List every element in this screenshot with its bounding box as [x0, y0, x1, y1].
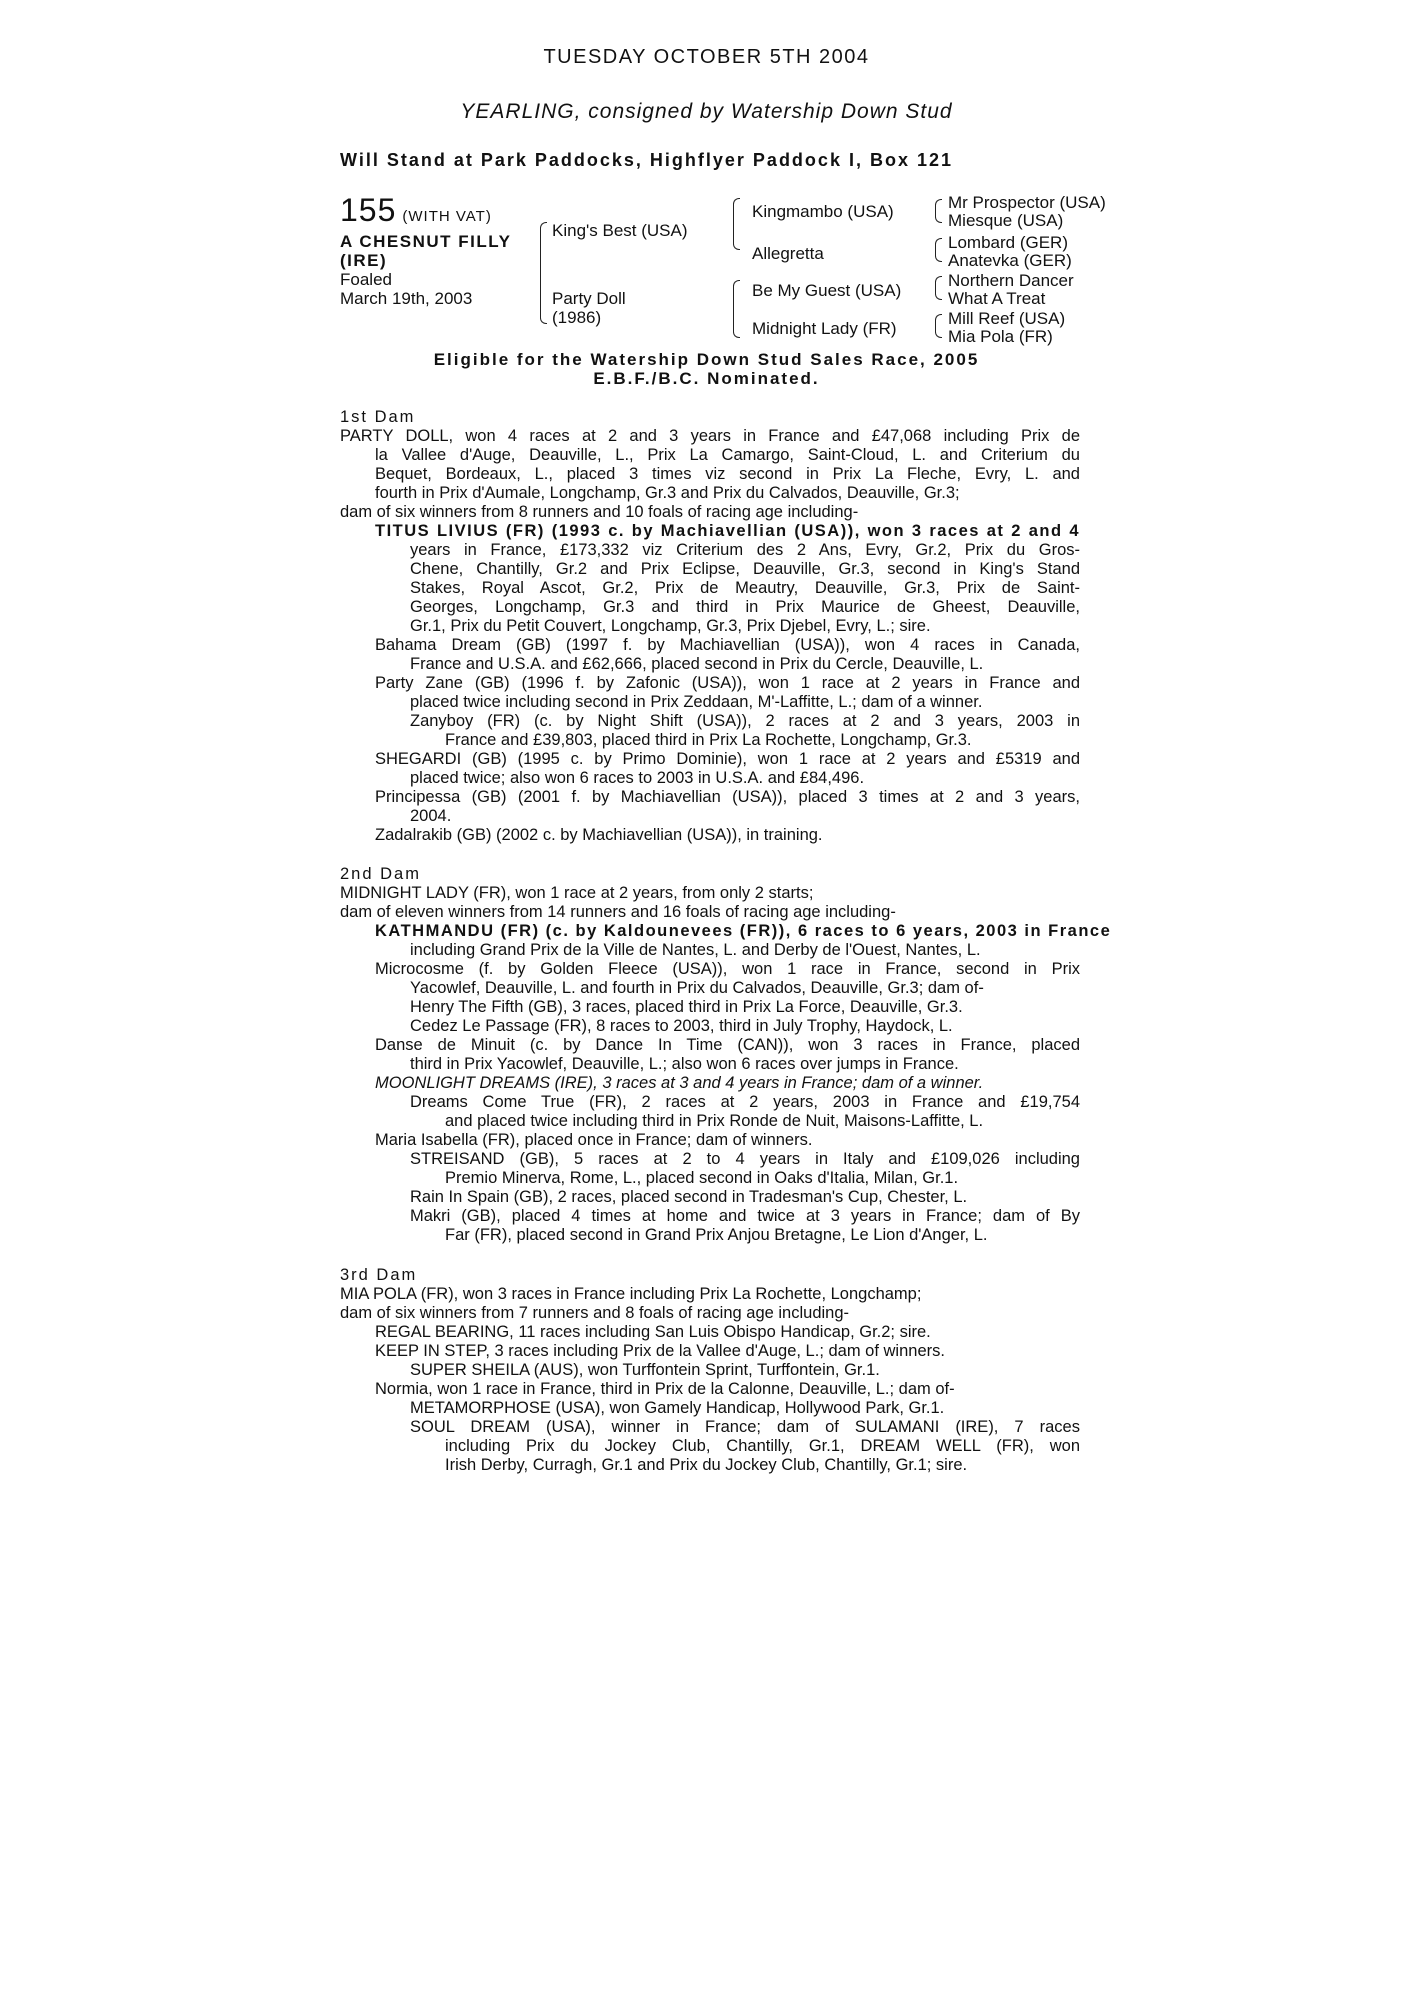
ggp-name: What A Treat: [948, 289, 1046, 308]
pedigree-text-line: Danse de Minuit (c. by Dance In Time (CAN)), won 3 races in France, placed: [375, 1036, 1080, 1054]
pedigree-text-line: MIDNIGHT LADY (FR), won 1 race at 2 years, from only 2 starts;: [340, 884, 814, 902]
lot-description-line: A CHESNUT FILLY: [340, 232, 512, 251]
pedigree-text-line: KATHMANDU (FR) (c. by Kaldounevees (FR)), 6 races to 6 years, 2003 in France: [375, 922, 1112, 940]
pedigree-text-line: Bequet, Bordeaux, L., placed 3 times viz second in Prix La Fleche, Evry, L. and: [375, 465, 1080, 483]
location-line: Will Stand at Park Paddocks, Highflyer Paddock I, Box 121: [340, 150, 953, 170]
pedigree-text-line: Makri (GB), placed 4 times at home and twice at 3 years in France; dam of By: [410, 1207, 1080, 1225]
ggp-name: Mr Prospector (USA): [948, 193, 1106, 212]
pedigree-text-line: 2004.: [410, 807, 452, 825]
pedigree-text-line: Chene, Chantilly, Gr.2 and Prix Eclipse, Deauville, Gr.3, second in King's Stand: [410, 560, 1080, 578]
pedigree-text-line: dam of eleven winners from 14 runners and 16 foals of racing age including-: [340, 903, 896, 921]
pedigree-text-line: Henry The Fifth (GB), 3 races, placed third in Prix La Force, Deauville, Gr.3.: [410, 998, 963, 1016]
pedigree-text-line: dam of six winners from 7 runners and 8 foals of racing age including-: [340, 1304, 850, 1322]
pedigree-brace: [935, 314, 942, 338]
pedigree-text-line: Microcosme (f. by Golden Fleece (USA)), won 1 race in France, second in Prix: [375, 960, 1080, 978]
foaled-date: March 19th, 2003: [340, 289, 473, 308]
second-dam-section: [340, 865, 1112, 1245]
pedigree-text-line: Party Zane (GB) (1996 f. by Zafonic (USA)), won 1 race at 2 years in France and: [375, 674, 1080, 692]
sire-name: King's Best (USA): [552, 221, 688, 240]
lot-description-line: (IRE): [340, 251, 388, 270]
dam-sire-name: Be My Guest (USA): [752, 281, 902, 300]
pedigree-text-line: fourth in Prix d'Aumale, Longchamp, Gr.3 and Prix du Calvados, Deauville, Gr.3;: [375, 484, 960, 502]
pedigree-text-line: Rain In Spain (GB), 2 races, placed second in Tradesman's Cup, Chester, L.: [410, 1188, 968, 1206]
pedigree-text-line: la Vallee d'Auge, Deauville, L., Prix La Camargo, Saint-Cloud, L. and Criterium du: [375, 446, 1080, 464]
ggp-name: Anatevka (GER): [948, 251, 1072, 270]
pedigree-text-line: SUPER SHEILA (AUS), won Turffontein Sprint, Turffontein, Gr.1.: [410, 1361, 880, 1379]
pedigree-text-line: Gr.1, Prix du Petit Couvert, Longchamp, Gr.3, Prix Djebel, Evry, L.; sire.: [410, 617, 931, 635]
pedigree-text-line: France and U.S.A. and £62,666, placed second in Prix du Cercle, Deauville, L.: [410, 655, 984, 673]
section-heading: 1st Dam: [340, 408, 416, 426]
pedigree-brace: [733, 280, 740, 338]
lot-header: [340, 192, 492, 229]
pedigree-brace: [935, 276, 942, 300]
pedigree-text-line: and placed twice including third in Prix Ronde de Nuit, Maisons-Laffitte, L.: [445, 1112, 984, 1130]
dam-year: (1986): [552, 308, 602, 327]
pedigree-text-line: SOUL DREAM (USA), winner in France; dam of SULAMANI (IRE), 7 races: [410, 1418, 1080, 1436]
pedigree-text-line: including Prix du Jockey Club, Chantilly, Gr.1, DREAM WELL (FR), won: [445, 1437, 1080, 1455]
pedigree-text-line: Georges, Longchamp, Gr.3 and third in Prix Maurice de Gheest, Deauville,: [410, 598, 1080, 616]
sire-sire-name: Kingmambo (USA): [752, 202, 894, 221]
pedigree-text-line: PARTY DOLL, won 4 races at 2 and 3 years in France and £47,068 including Prix de: [340, 427, 1080, 445]
pedigree-text-line: SHEGARDI (GB) (1995 c. by Primo Dominie), won 1 race at 2 years and £5319 and: [375, 750, 1080, 768]
pedigree-text-line: Zadalrakib (GB) (2002 c. by Machiavellian (USA)), in training.: [375, 826, 823, 844]
pedigree-brace: [935, 199, 942, 223]
consignment-line: YEARLING, consigned by Watership Down Stud: [460, 100, 953, 123]
pedigree-text-line: placed twice; also won 6 races to 2003 in U.S.A. and £84,496.: [410, 769, 865, 787]
sale-date: TUESDAY OCTOBER 5TH 2004: [543, 46, 870, 68]
pedigree-brace: [540, 222, 547, 324]
dam-name: Party Doll: [552, 289, 626, 308]
pedigree-text-line: KEEP IN STEP, 3 races including Prix de la Vallee d'Auge, L.; dam of winners.: [375, 1342, 945, 1360]
section-heading: 3rd Dam: [340, 1266, 418, 1284]
pedigree-text-line: years in France, £173,332 viz Criterium des 2 Ans, Evry, Gr.2, Prix du Gros-: [410, 541, 1080, 559]
pedigree-text-line: MIA POLA (FR), won 3 races in France including Prix La Rochette, Longchamp;: [340, 1285, 922, 1303]
pedigree-text-line: including Grand Prix de la Ville de Nantes, L. and Derby de l'Ouest, Nantes, L.: [410, 941, 981, 959]
ggp-name: Miesque (USA): [948, 211, 1064, 230]
pedigree-text-line: dam of six winners from 8 runners and 10 foals of racing age including-: [340, 503, 859, 521]
pedigree-brace: [733, 198, 740, 250]
vat-note: (WITH VAT): [402, 208, 492, 225]
pedigree-text-line: Stakes, Royal Ascot, Gr.2, Prix de Meautry, Deauville, Gr.3, Prix de Saint-: [410, 579, 1080, 597]
nomination-line: E.B.F./B.C. Nominated.: [593, 369, 820, 388]
pedigree-text-line: France and £39,803, placed third in Prix La Rochette, Longchamp, Gr.3.: [445, 731, 972, 749]
pedigree-text-line: placed twice including second in Prix Zeddaan, M'-Laffitte, L.; dam of a winner.: [410, 693, 983, 711]
pedigree-text-line: Irish Derby, Curragh, Gr.1 and Prix du Jockey Club, Chantilly, Gr.1; sire.: [445, 1456, 968, 1474]
pedigree-text-line: Premio Minerva, Rome, L., placed second in Oaks d'Italia, Milan, Gr.1.: [445, 1169, 959, 1187]
pedigree-brace: [935, 238, 942, 262]
pedigree-text-line: Yacowlef, Deauville, L. and fourth in Prix du Calvados, Deauville, Gr.3; dam of-: [410, 979, 984, 997]
pedigree-text-line: Maria Isabella (FR), placed once in France; dam of winners.: [375, 1131, 813, 1149]
pedigree-text-line: third in Prix Yacowlef, Deauville, L.; also won 6 races over jumps in France.: [410, 1055, 959, 1073]
pedigree-text-line: STREISAND (GB), 5 races at 2 to 4 years in Italy and £109,026 including: [410, 1150, 1080, 1168]
pedigree-text-line: MOONLIGHT DREAMS (IRE), 3 races at 3 and 4 years in France; dam of a winner.: [375, 1074, 984, 1092]
ggp-name: Mia Pola (FR): [948, 327, 1053, 346]
first-dam-section: [340, 408, 1080, 845]
third-dam-section: [340, 1266, 1080, 1475]
ggp-name: Lombard (GER): [948, 233, 1068, 252]
pedigree-text-line: REGAL BEARING, 11 races including San Luis Obispo Handicap, Gr.2; sire.: [375, 1323, 931, 1341]
ggp-name: Northern Dancer: [948, 271, 1074, 290]
pedigree-text-line: Bahama Dream (GB) (1997 f. by Machiavellian (USA)), won 4 races in Canada,: [375, 636, 1080, 654]
lot-number: 155: [340, 192, 397, 228]
pedigree-text-line: TITUS LIVIUS (FR) (1993 c. by Machiavellian (USA)), won 3 races at 2 and 4: [375, 522, 1080, 540]
pedigree-text-line: Dreams Come True (FR), 2 races at 2 years, 2003 in France and £19,754: [410, 1093, 1080, 1111]
lot-description: [340, 232, 511, 308]
pedigree-text-line: Cedez Le Passage (FR), 8 races to 2003, third in July Trophy, Haydock, L.: [410, 1017, 953, 1035]
pedigree-text-line: Principessa (GB) (2001 f. by Machiavellian (USA)), placed 3 times at 2 and 3 years,: [375, 788, 1080, 806]
section-heading: 2nd Dam: [340, 865, 421, 883]
pedigree-text-line: Normia, won 1 race in France, third in Prix de la Calonne, Deauville, L.; dam of-: [375, 1380, 955, 1398]
dam-dam-name: Midnight Lady (FR): [752, 319, 897, 338]
pedigree-text-line: Zanyboy (FR) (c. by Night Shift (USA)), 2 races at 2 and 3 years, 2003 in: [410, 712, 1080, 730]
eligibility-line: Eligible for the Watership Down Stud Sales Race, 2005: [433, 350, 980, 369]
pedigree-text-line: METAMORPHOSE (USA), won Gamely Handicap, Hollywood Park, Gr.1.: [410, 1399, 945, 1417]
ggp-name: Mill Reef (USA): [948, 309, 1066, 328]
sire-dam-name: Allegretta: [752, 244, 824, 263]
pedigree-text-line: Far (FR), placed second in Grand Prix Anjou Bretagne, Le Lion d'Anger, L.: [445, 1226, 988, 1244]
foaled-label: Foaled: [340, 270, 392, 289]
